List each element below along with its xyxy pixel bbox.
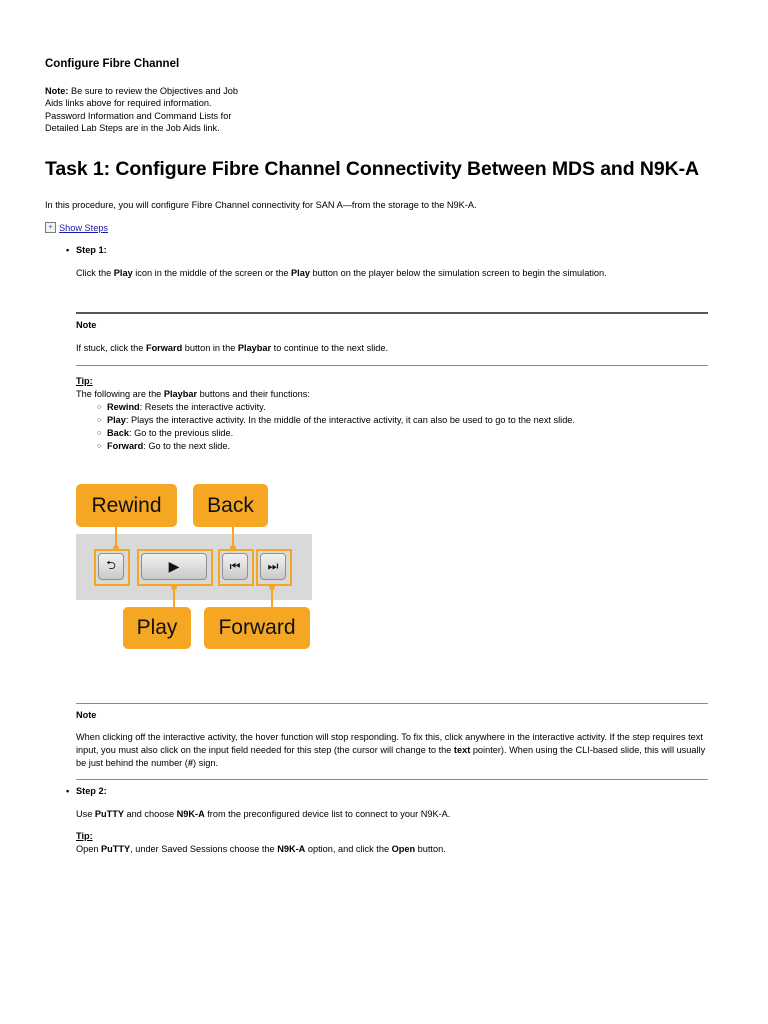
- tip2-label: Tip:: [76, 831, 93, 841]
- note2-top-rule: [76, 703, 708, 704]
- list-item: ○ Forward: Go to the next slide.: [97, 440, 717, 453]
- intro-text: In this procedure, you will configure Fibre Channel connectivity for SAN A—from the storage to the N9K-A.: [45, 200, 477, 210]
- tip1-label: Tip:: [76, 376, 93, 386]
- play-icon: ▶: [168, 558, 180, 574]
- play-callout: Play: [123, 607, 191, 649]
- forward-connector: [271, 588, 273, 608]
- list-item: ○ Play: Plays the interactive activity. In the middle of the interactive activity, it can also be used to go to the next slide.: [97, 414, 717, 427]
- expand-icon[interactable]: +: [45, 222, 56, 233]
- step2-label: • Step 2:: [76, 786, 107, 796]
- rewind-button[interactable]: [98, 553, 124, 580]
- note1-text: If stuck, click the Forward button in the Playbar to continue to the next slide.: [76, 343, 389, 353]
- task-title: Task 1: Configure Fibre Channel Connectivity Between MDS and N9K-A: [45, 158, 699, 180]
- list-item: ○ Rewind: Resets the interactive activity.: [97, 401, 717, 414]
- note2-text: When clicking off the interactive activity, the hover function will stop responding. To fix this, click anywhere in the interactive activity. If the step requires text input, you must also click on the input field needed for this step (the cursor will change to the text pointer). When using the CLI-based slide, this will usually be just behind the number (#) sign.: [76, 732, 706, 768]
- top-note-label: Note:: [45, 86, 69, 96]
- show-steps-link[interactable]: Show Steps: [59, 222, 109, 233]
- top-note: [45, 85, 245, 135]
- back-callout: Back: [193, 484, 268, 527]
- playbar-functions-list: [97, 401, 717, 453]
- note2-label: Note: [76, 710, 97, 720]
- note1-label: Note: [76, 320, 97, 330]
- section-title: Configure Fibre Channel: [45, 58, 180, 70]
- list-item: ○ Back: Go to the previous slide.: [97, 427, 717, 440]
- back-icon: ⏮: [229, 559, 241, 573]
- step1-text: Click the Play icon in the middle of the screen or the Play button on the player below the simulation screen to begin the simulation.: [76, 268, 607, 278]
- rewind-callout: Rewind: [76, 484, 177, 527]
- top-note-text: Be sure to review the Objectives and Job Aids links above for required information. Password Information and Command Lists for Detailed Lab Steps are in the Job Aids link.: [45, 86, 239, 134]
- note2-bottom-rule: [76, 779, 708, 780]
- tip1-intro: The following are the Playbar buttons and their functions:: [76, 389, 310, 399]
- note1-top-rule: [76, 312, 708, 314]
- back-button[interactable]: [222, 553, 248, 580]
- step1-label: • Step 1:: [76, 245, 107, 255]
- step2-text: Use PuTTY and choose N9K-A from the preconfigured device list to connect to your N9K-A.: [76, 809, 451, 819]
- show-steps-toggle[interactable]: [45, 222, 108, 233]
- forward-button[interactable]: [260, 553, 286, 580]
- play-button[interactable]: [141, 553, 207, 580]
- note1-bottom-rule: [76, 365, 708, 366]
- forward-callout: Forward: [204, 607, 310, 649]
- forward-icon: ⏭: [267, 559, 279, 573]
- tip2-text: Open PuTTY, under Saved Sessions choose the N9K-A option, and click the Open button.: [76, 844, 446, 854]
- rewind-icon: ⮌: [106, 558, 116, 572]
- rewind-connector: [115, 527, 117, 547]
- playbar-diagram: [76, 484, 312, 650]
- play-connector: [173, 588, 175, 608]
- back-connector: [232, 527, 234, 547]
